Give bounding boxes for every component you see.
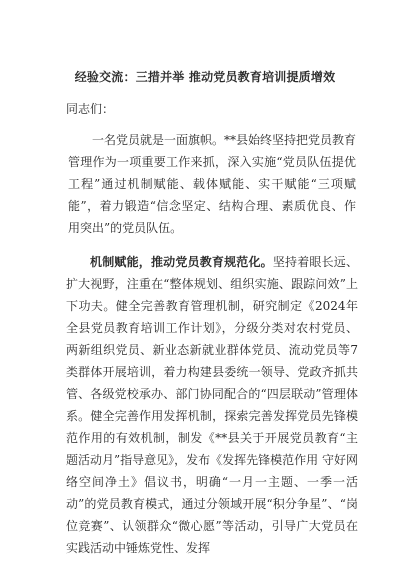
salutation: 同志们：: [66, 102, 115, 116]
paragraph-mechanism: [66, 251, 358, 559]
paragraph-lead: 机制赋能，推动党员教育规范化。: [90, 255, 273, 269]
paragraph-text: 一名党员就是一面旗帜。**县始终坚持把党员教育管理作为一项重要工作来抓，深入实施“党员队伍提优工程”通过机制赋能、载体赋能、实干赋能“三项赋能”，着力锻造“信念坚定、结构合理、素质优良、作用突出”的党员队伍。: [68, 133, 357, 235]
paragraph-intro: [68, 129, 356, 239]
paragraph-text: 坚持着眼长远、扩大视野，注重在“整体规划、组织实施、跟踪问效”上下功夫。健全完善教育管理机制，研究制定《2024年全县党员教育培训工作计划》，分级分类对农村党员、两新组织党员、新业态新就业群体党员、流动党员等7类群体开展培训，着力构建县委统一领导、党政齐抓共管、各级党校承办、部门协同配合的“四层联动”管理体系。健全完善作用发挥机制，探索完善发挥党员先锋模范作用的有效机制，制发《**县关于开展党员教育“主题活动月”指导意见》，发布《发挥先锋模范作用 守好网络空间净土》倡议书，明确“一月一主题、一季一活动”的党员教育模式，通过分领域开展“积分争星”、“岗位竞赛”、认领群众“微心愿”等活动，引导广大党员在实践活动中锤炼党性、发挥: [66, 255, 358, 555]
document-title: 经验交流：三措并举 推动党员教育培训提质增效: [74, 70, 336, 84]
